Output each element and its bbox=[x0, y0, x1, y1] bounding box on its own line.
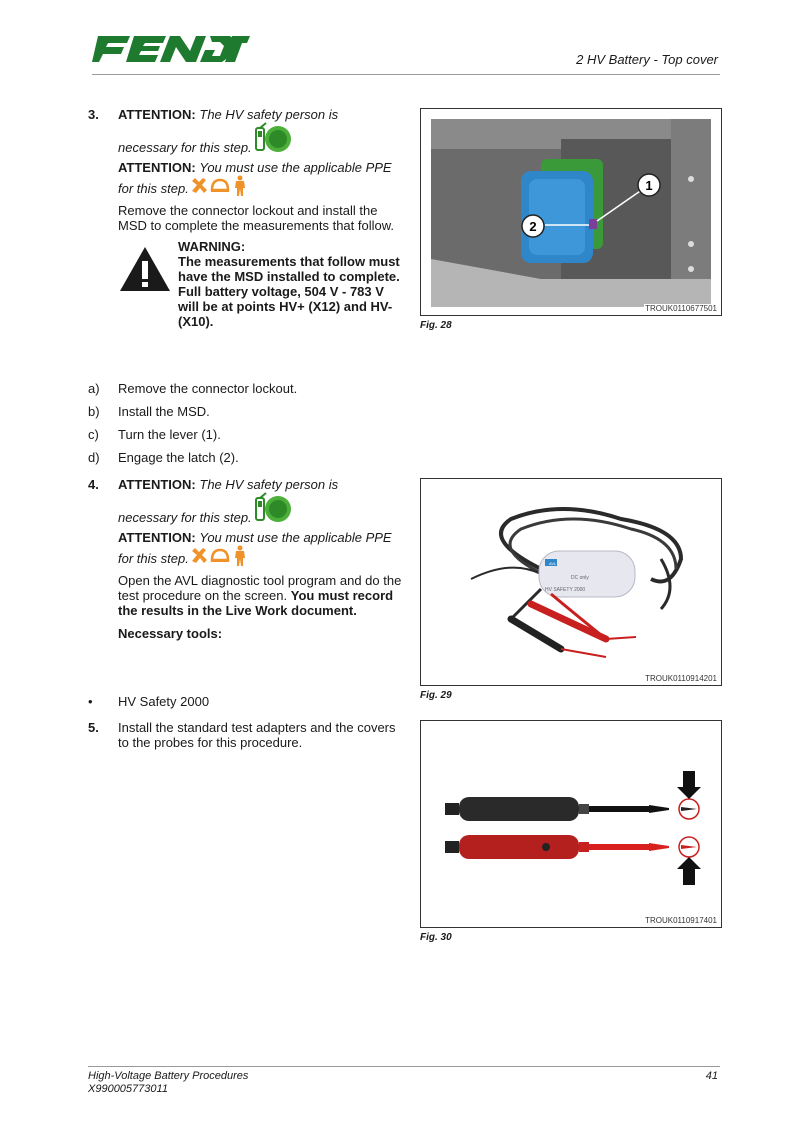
step-body bbox=[118, 477, 403, 641]
figure-caption: Fig. 29 bbox=[420, 690, 452, 701]
tool-name: HV Safety 2000 bbox=[118, 694, 210, 709]
figure-caption: Fig. 30 bbox=[420, 932, 452, 943]
substep-letter: a) bbox=[88, 381, 100, 396]
ppe-suit-icon bbox=[231, 545, 249, 567]
step-body bbox=[118, 720, 403, 750]
attention-text: necessary for this step. bbox=[118, 140, 252, 155]
substep-text: Turn the lever (1). bbox=[118, 427, 221, 442]
attention-note-line bbox=[118, 545, 403, 567]
substep-text: Engage the latch (2). bbox=[118, 450, 239, 465]
warning-title: WARNING: bbox=[178, 239, 246, 254]
attention-label: ATTENTION: bbox=[118, 160, 196, 175]
step-number: 3. bbox=[88, 107, 99, 122]
attention-note-line bbox=[118, 175, 403, 197]
attention-note bbox=[118, 160, 403, 175]
figure-28 bbox=[420, 108, 722, 316]
test-probes-image bbox=[421, 721, 722, 928]
attention-text: necessary for this step. bbox=[118, 510, 252, 525]
callout-1: 1 bbox=[645, 178, 653, 193]
attention-text: You must use the applicable PPE bbox=[199, 530, 392, 545]
substep-letter: d) bbox=[88, 450, 100, 465]
attention-note bbox=[118, 530, 403, 545]
footer-title: High-Voltage Battery Procedures bbox=[88, 1070, 249, 1082]
list-item bbox=[88, 694, 403, 709]
figure-caption: Fig. 28 bbox=[420, 320, 452, 331]
instruction-text: Remove the connector lockout and install the MSD to complete the measurements that follow. bbox=[118, 203, 395, 233]
device-badge: AVL bbox=[549, 561, 557, 566]
warning-text-block bbox=[178, 239, 403, 329]
warning-text: The measurements that follow must have the MSD installed to complete. Full battery voltage, 504 V - 783 V will be at points HV+ (X12) and HV- (X10). bbox=[178, 254, 400, 329]
attention-label: ATTENTION: bbox=[118, 530, 196, 545]
hv-safety-2000-image bbox=[421, 479, 722, 686]
figure-code: TROUK0110914201 bbox=[645, 674, 717, 683]
device-label: HV SAFETY 2000 bbox=[545, 587, 586, 593]
step-number: 4. bbox=[88, 477, 99, 492]
figure-30 bbox=[420, 720, 722, 928]
page-header-title: 2 HV Battery - Top cover bbox=[576, 52, 718, 67]
device-note: DC only bbox=[571, 575, 589, 581]
attention-text: The HV safety person is bbox=[199, 477, 339, 492]
ppe-gloves-icon bbox=[189, 545, 209, 567]
footer-divider bbox=[88, 1066, 720, 1067]
step-body bbox=[118, 107, 403, 343]
figure-code: TROUK0110677501 bbox=[645, 304, 717, 313]
hv-safety-person-icon bbox=[252, 122, 292, 156]
tools-list bbox=[88, 688, 403, 709]
substep-item bbox=[88, 450, 403, 465]
attention-text: for this step. bbox=[118, 551, 189, 566]
attention-note-line bbox=[118, 492, 403, 526]
fendt-logo bbox=[92, 34, 250, 64]
attention-text: You must use the applicable PPE bbox=[199, 160, 392, 175]
hv-safety-person-icon bbox=[252, 492, 292, 526]
attention-note bbox=[118, 477, 403, 492]
ppe-gloves-icon bbox=[189, 175, 209, 197]
attention-text: for this step. bbox=[118, 181, 189, 196]
instruction-text bbox=[118, 573, 403, 618]
attention-label: ATTENTION: bbox=[118, 107, 196, 122]
header-divider bbox=[92, 74, 720, 75]
ppe-suit-icon bbox=[231, 175, 249, 197]
substep-item bbox=[88, 404, 403, 419]
substep-text: Install the MSD. bbox=[118, 404, 210, 419]
substep-letter: c) bbox=[88, 427, 99, 442]
attention-text: The HV safety person is bbox=[199, 107, 339, 122]
warning-triangle-icon bbox=[118, 245, 172, 293]
attention-note bbox=[118, 107, 403, 122]
substep-letter: b) bbox=[88, 404, 100, 419]
instruction-text-emphasis: You must record the results in the Live Work document. bbox=[118, 588, 394, 618]
substep-item bbox=[88, 381, 403, 396]
instruction-text: Install the standard test adapters and the covers to the probes for this procedure. bbox=[118, 720, 396, 750]
ppe-helmet-icon bbox=[209, 545, 231, 567]
tools-label: Necessary tools: bbox=[118, 626, 223, 641]
page-number: 41 bbox=[705, 1070, 718, 1082]
attention-label: ATTENTION: bbox=[118, 477, 196, 492]
bullet: • bbox=[88, 694, 93, 709]
callout-2: 2 bbox=[529, 219, 537, 234]
attention-note-line bbox=[118, 122, 403, 156]
figure-code: TROUK0110917401 bbox=[645, 916, 717, 925]
substep-text: Remove the connector lockout. bbox=[118, 381, 298, 396]
msd-connector-image bbox=[421, 109, 722, 316]
substep-list bbox=[88, 377, 403, 473]
figure-29 bbox=[420, 478, 722, 686]
footer-doc-code: X990005773011 bbox=[88, 1083, 168, 1095]
warning-block bbox=[118, 239, 403, 329]
step-number: 5. bbox=[88, 720, 99, 735]
instruction-text-plain: Open the AVL diagnostic tool program and do the test procedure on the screen. bbox=[118, 573, 402, 603]
substep-item bbox=[88, 427, 403, 442]
ppe-helmet-icon bbox=[209, 175, 231, 197]
